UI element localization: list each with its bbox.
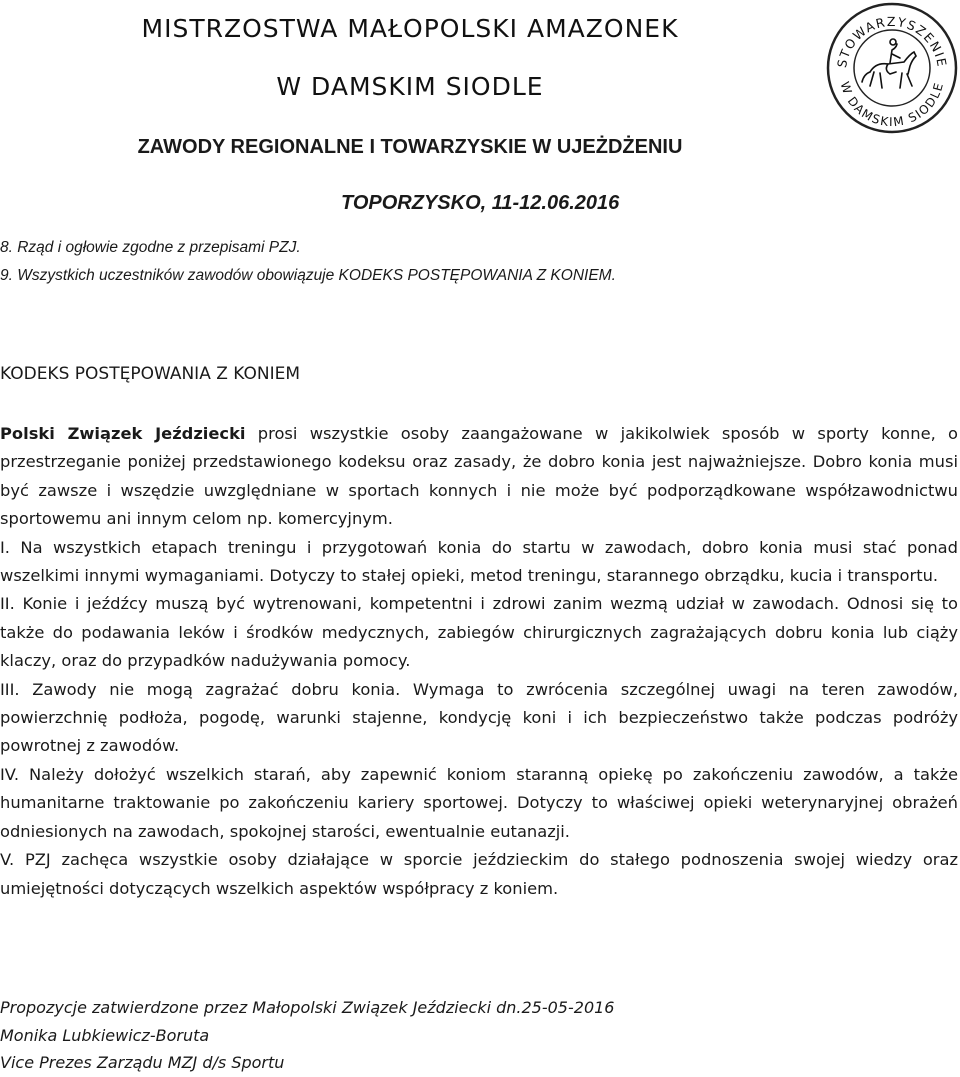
signatory-role: Vice Prezes Zarządu MZJ d/s Sportu bbox=[0, 1053, 285, 1072]
code-point: I. Na wszystkich etapach treningu i przygotowań konia do startu w zawodach, dobro konia musi stać ponad wszelkimi innymi wymaganiami. Dotyczy to stałej opieki, metod treningu, starannego obrządku, kucia i transportu. bbox=[0, 537, 958, 586]
code-intro bbox=[0, 420, 958, 534]
venue-date: TOPORZYSKO, 11-12.06.2016 bbox=[341, 192, 620, 214]
svg-text:W DAMSKIM SIODLE bbox=[838, 80, 947, 129]
code-point: II. Konie i jeźdźcy muszą być wytrenowani, kompetentni i zdrowi zanim wezmą udział w zawodach. Odnosi się to także do podawania leków i środków medycznych, zabiegów chirurgicznych zagrażających dobru konia lub ciąży klaczy, oraz do przypadków nadużywania pomocy. bbox=[0, 594, 958, 671]
competition-title: MISTRZOSTWA MAŁOPOLSKI AMAZONEK bbox=[141, 14, 679, 43]
rule-item: 8. Rząd i ogłowie zgodne z przepisami PZJ. bbox=[0, 239, 301, 256]
logo-top-text: STOWARZYSZENIE bbox=[834, 13, 950, 69]
signatory-name: Monika Lubkiewicz-Boruta bbox=[0, 1025, 210, 1045]
rule-item: 9. Wszystkich uczestników zawodów obowiązuje KODEKS POSTĘPOWANIA Z KONIEM. bbox=[0, 267, 616, 284]
code-point: V. PZJ zachęca wszystkie osoby działające w sporcie jeździeckim do stałego podnoszenia swojej wiedzy oraz umiejętności dotyczących wszelkich aspektów współpracy z koniem. bbox=[0, 850, 958, 898]
footer bbox=[0, 994, 614, 1077]
code-point: III. Zawody nie mogą zagrażać dobru konia. Wymaga to zwrócenia szczególnej uwagi na teren zawodów, powierzchnię podłoża, pogodę, warunki stajenne, kondycję koni i ich bezpieczeństwo także podczas podróży powrotnej z zawodów. bbox=[0, 679, 958, 756]
code-title: KODEKS POSTĘPOWANIA Z KONIEM bbox=[0, 364, 301, 384]
competition-subtitle: ZAWODY REGIONALNE I TOWARZYSKIE W UJEŻDŻENIU bbox=[137, 136, 683, 158]
svg-text:STOWARZYSZENIE bbox=[834, 14, 950, 69]
code-point: IV. Należy dołożyć wszelkich starań, aby zapewnić koniom staranną opiekę po zakończeniu zawodów, a także humanitarne traktowanie po zakończeniu kariery sportowej. Dotyczy to właściwej opieki weterynaryjnej obrażeń odniesionych na zawodach, spokojnej starości, ewentualnie eutanazji. bbox=[0, 764, 958, 841]
code-body bbox=[0, 420, 958, 903]
competition-title-line2: W DAMSKIM SIODLE bbox=[276, 72, 544, 101]
logo-bottom-text: W DAMSKIM SIODLE bbox=[837, 79, 947, 130]
rules-list bbox=[0, 234, 616, 290]
horse-rider-icon bbox=[862, 39, 916, 88]
association-logo bbox=[826, 2, 958, 134]
approval-note: Propozycje zatwierdzone przez Małopolski Związek Jeździecki dn.25-05-2016 bbox=[0, 998, 615, 1017]
code-intro-text: prosi wszystkie osoby zaangażowane w jakikolwiek sposób w sporty konne, o przestrzeganie poniżej przedstawionego kodeksu oraz zasady, że dobro konia jest najważniejsze. Dobro konia musi być zawsze i wszędzie uwzględniane w sportach konnych i nie może być podporządkowane współzawodnictwu sportowemu ani innym celom np. komercyjnym. bbox=[0, 424, 958, 529]
org-name: Polski Związek Jeździecki bbox=[0, 424, 246, 443]
